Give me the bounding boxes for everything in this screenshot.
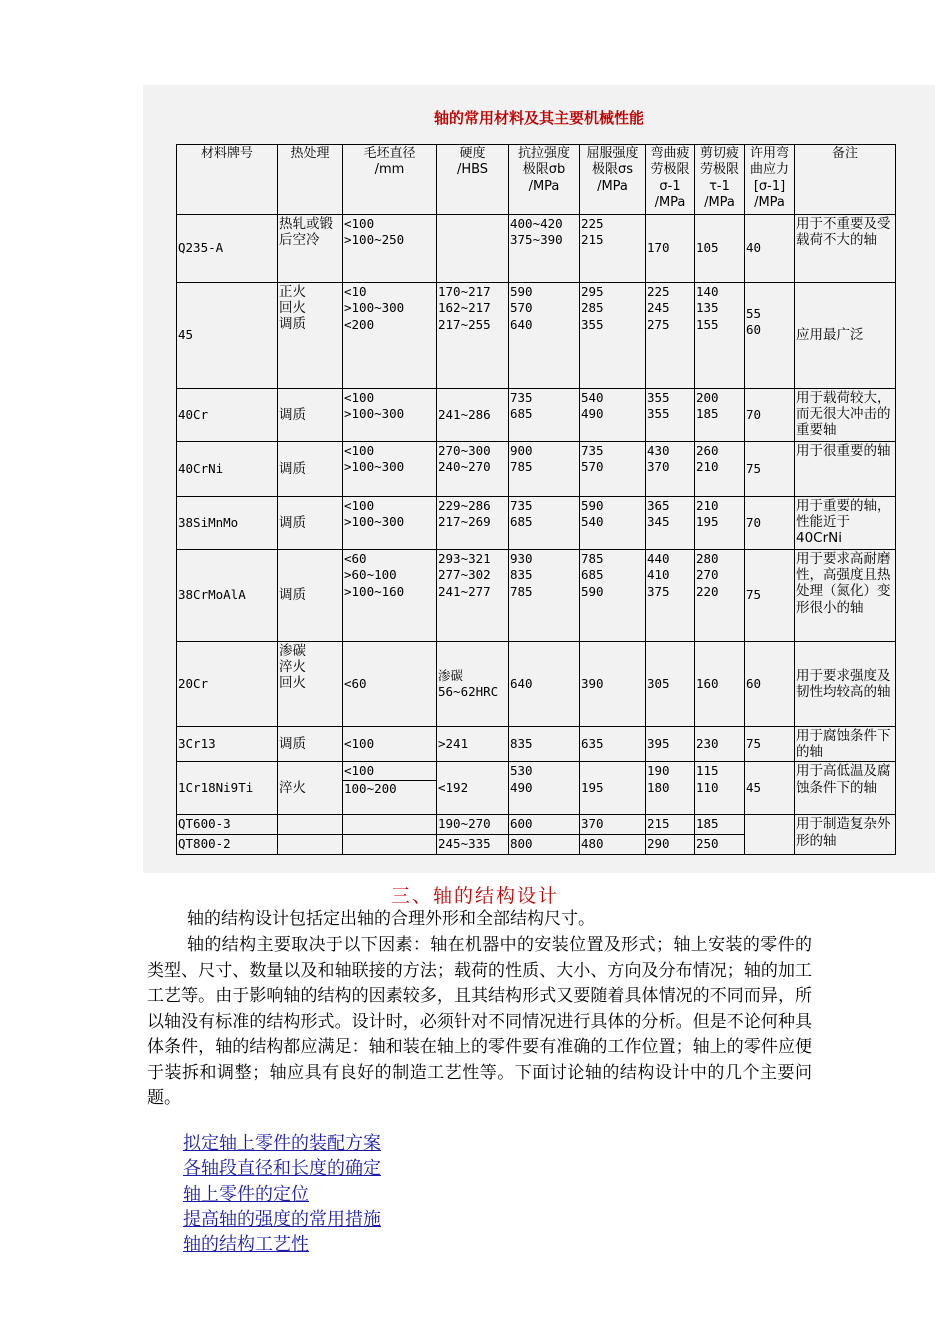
- yield-cell: 635: [580, 727, 646, 762]
- dia-cell: <60: [343, 642, 437, 727]
- material-cell: 20Cr: [177, 642, 278, 727]
- tensile-cell: 590: [510, 284, 533, 299]
- dia-cell: <200: [344, 316, 375, 332]
- heat-cell: 热轧或锻后空冷: [278, 215, 343, 283]
- bend-cell: 275: [647, 316, 670, 332]
- heat-cell: [278, 815, 343, 835]
- allow-cell: 60: [745, 642, 795, 727]
- allow-cell: 75: [745, 727, 795, 762]
- col-header: 毛坯直径 /mm: [343, 145, 437, 215]
- tensile-cell: 930: [510, 551, 533, 566]
- hard-cell: <192: [437, 762, 509, 815]
- allow-cell: 70: [745, 389, 795, 442]
- hard-cell: 240~270: [438, 459, 491, 475]
- material-cell: QT800-2: [177, 835, 278, 855]
- heat-cell: 调质: [278, 550, 343, 642]
- allow-cell: 60: [746, 322, 762, 338]
- col-header: 热处理: [278, 145, 343, 215]
- dia-cell: >60~100: [344, 567, 397, 583]
- yield-cell: 295: [581, 284, 604, 299]
- bend-cell: 410: [647, 567, 670, 583]
- col-header: 许用弯 曲应力 [σ-1] /MPa: [745, 145, 795, 215]
- shear-cell: 135: [696, 300, 719, 316]
- dia-cell: <10: [344, 284, 367, 299]
- hard-cell: 293~321: [438, 551, 491, 566]
- note-cell: 应用最广泛: [795, 283, 896, 389]
- heat-cell: [278, 835, 343, 855]
- hard-cell: 渗碳 56~62HRC: [437, 642, 509, 727]
- dia-cell: <100: [344, 443, 375, 458]
- table-row: [177, 215, 896, 283]
- shear-cell: 280: [696, 551, 719, 566]
- table-row: [177, 442, 896, 497]
- link-assembly-plan[interactable]: 拟定轴上零件的装配方案: [183, 1133, 381, 1154]
- bend-cell: 375: [647, 583, 670, 599]
- dia-cell: <100: [344, 216, 375, 231]
- intro-paragraph: 轴的结构设计包括定出轴的合理外形和全部结构尺寸。: [187, 909, 595, 929]
- bend-cell: 440: [647, 551, 670, 566]
- hard-cell: 277~302: [438, 567, 491, 583]
- tensile-cell: 685: [510, 406, 533, 422]
- yield-cell: 490: [581, 406, 604, 422]
- hard-cell: 241~277: [438, 583, 491, 599]
- hard-cell: 162~217: [438, 300, 491, 316]
- heat-cell: 回火: [279, 300, 306, 317]
- material-cell: 45: [177, 283, 278, 389]
- dia-cell: <60: [344, 551, 367, 566]
- dia-cell: [343, 835, 437, 855]
- shear-cell: 270: [696, 567, 719, 583]
- yield-cell: 225: [581, 216, 604, 231]
- shear-cell: 195: [696, 514, 719, 530]
- shear-cell: 110: [696, 779, 719, 795]
- material-cell: 38CrMoAlA: [177, 550, 278, 642]
- shear-cell: 250: [695, 835, 745, 855]
- tensile-cell: 640: [510, 316, 533, 332]
- dia-cell: <100: [344, 390, 375, 405]
- allow-cell: 40: [745, 215, 795, 283]
- dia-cell: [343, 815, 437, 835]
- hard-cell: >241: [437, 727, 509, 762]
- material-cell: Q235-A: [177, 215, 278, 283]
- col-header: 备注: [795, 145, 896, 215]
- dia-cell: <100: [344, 498, 375, 513]
- header-row: [177, 145, 896, 215]
- heat-cell: 淬火: [279, 659, 306, 676]
- yield-cell: 590: [581, 498, 604, 513]
- yield-cell: 785: [581, 551, 604, 566]
- allow-cell: 75: [745, 550, 795, 642]
- bend-cell: 245: [647, 300, 670, 316]
- link-manufacturability[interactable]: 轴的结构工艺性: [183, 1234, 309, 1256]
- shear-cell: 200: [696, 390, 719, 405]
- bend-cell: 225: [647, 284, 670, 299]
- hard-cell: 217~255: [438, 316, 491, 332]
- table-row: [177, 283, 896, 389]
- allow-cell: [745, 815, 795, 855]
- note-cell: 用于制造复杂外形的轴: [795, 815, 896, 855]
- col-header: 硬度 /HBS: [437, 145, 509, 215]
- shear-cell: 140: [696, 284, 719, 299]
- note-cell: 用于高低温及腐蚀条件下的轴: [795, 762, 896, 815]
- tensile-cell: 570: [510, 300, 533, 316]
- yield-cell: 590: [581, 583, 604, 599]
- bend-cell: 215: [646, 815, 695, 835]
- heat-cell: 调质: [278, 442, 343, 497]
- dia-cell: <100: [343, 727, 437, 762]
- tensile-cell: 490: [510, 779, 533, 795]
- tensile-cell: 735: [510, 390, 533, 405]
- yield-cell: 215: [581, 232, 604, 248]
- material-table-panel: [143, 85, 935, 873]
- col-header: 弯曲疲 劳极限 σ-1 /MPa: [646, 145, 695, 215]
- tensile-cell: 785: [510, 583, 533, 599]
- tensile-cell: 900: [510, 443, 533, 458]
- table-row: [177, 815, 896, 835]
- heat-cell: 正火: [279, 284, 306, 300]
- hard-cell: 190~270: [437, 815, 509, 835]
- topic-links: [183, 1131, 381, 1257]
- heat-cell: 调质: [279, 316, 306, 333]
- bend-cell: 190: [647, 763, 670, 779]
- shear-cell: 260: [696, 443, 719, 458]
- note-cell: 用于重要的轴，性能近于40CrNi: [795, 497, 896, 550]
- allow-cell: 75: [745, 442, 795, 497]
- yield-cell: 355: [581, 316, 604, 332]
- bend-cell: 395: [646, 727, 695, 762]
- heat-cell: 调质: [278, 727, 343, 762]
- tensile-cell: 800: [509, 835, 580, 855]
- allow-cell: 55: [746, 306, 762, 321]
- shear-cell: 210: [696, 459, 719, 475]
- link-diameter-length[interactable]: 各轴段直径和长度的确定: [183, 1158, 381, 1180]
- bend-cell: 355: [647, 390, 670, 405]
- yield-cell: 685: [581, 567, 604, 583]
- table-row: [177, 389, 896, 442]
- yield-cell: 285: [581, 300, 604, 316]
- dia-cell: >100~300: [344, 459, 405, 475]
- table-row: [177, 550, 896, 642]
- yield-cell: 735: [581, 443, 604, 458]
- yield-cell: 480: [580, 835, 646, 855]
- shear-cell: 115: [696, 763, 719, 779]
- col-header: 抗拉强度 极限σb /MPa: [509, 145, 580, 215]
- tensile-cell: 835: [510, 567, 533, 583]
- bend-cell: 305: [646, 642, 695, 727]
- material-cell: 40Cr: [177, 389, 278, 442]
- bend-cell: 365: [647, 498, 670, 513]
- note-cell: 用于腐蚀条件下的轴: [795, 727, 896, 762]
- table-title: 轴的常用材料及其主要机械性能: [433, 109, 644, 127]
- bend-cell: 170: [646, 215, 695, 283]
- bend-cell: 290: [646, 835, 695, 855]
- hard-cell: 170~217: [438, 284, 491, 299]
- heat-cell: 调质: [278, 497, 343, 550]
- shear-cell: 105: [695, 215, 745, 283]
- shear-cell: 220: [696, 583, 719, 599]
- note-cell: 用于要求强度及韧性均较高的轴: [795, 642, 896, 727]
- hard-cell: [437, 215, 509, 283]
- shear-cell: 210: [696, 498, 719, 513]
- material-cell: 38SiMnMo: [177, 497, 278, 550]
- yield-cell: 540: [581, 390, 604, 405]
- dia-cell: >100~300: [344, 514, 405, 530]
- yield-cell: 540: [581, 514, 604, 530]
- tensile-cell: 530: [510, 763, 533, 779]
- tensile-cell: 835: [509, 727, 580, 762]
- note-cell: 用于很重要的轴: [795, 442, 896, 497]
- table-row: [177, 727, 896, 762]
- bend-cell: 355: [647, 406, 670, 422]
- hard-cell: 241~286: [437, 389, 509, 442]
- hard-cell: 270~300: [438, 443, 491, 458]
- yield-cell: 195: [580, 762, 646, 815]
- yield-cell: 370: [580, 815, 646, 835]
- material-cell: 40CrNi: [177, 442, 278, 497]
- table-row: [177, 497, 896, 550]
- tensile-cell: 600: [509, 815, 580, 835]
- table-row: [177, 762, 896, 815]
- hard-cell: 229~286: [438, 498, 491, 513]
- dia-cell: >100~160: [344, 583, 405, 599]
- note-cell: 用于要求高耐磨性，高强度且热处理（氮化）变形很小的轴: [795, 550, 896, 642]
- tensile-cell: 685: [510, 514, 533, 530]
- dia-cell: >100~250: [344, 232, 405, 248]
- material-cell: 3Cr13: [177, 727, 278, 762]
- note-cell: 用于不重要及受载荷不大的轴: [795, 215, 896, 283]
- allow-cell: 70: [745, 497, 795, 550]
- heat-cell: 调质: [278, 389, 343, 442]
- col-header: 剪切疲 劳极限 τ-1 /MPa: [695, 145, 745, 215]
- bend-cell: 370: [647, 459, 670, 475]
- tensile-cell: 640: [509, 642, 580, 727]
- hard-cell: 245~335: [437, 835, 509, 855]
- tensile-cell: 375~390: [510, 232, 563, 248]
- table-row: [177, 642, 896, 727]
- dia-cell: >100~300: [344, 406, 405, 422]
- tensile-cell: 400~420: [510, 216, 563, 231]
- shear-cell: 155: [696, 316, 719, 332]
- allow-cell: 45: [745, 762, 795, 815]
- col-header: 屈服强度 极限σs /MPa: [580, 145, 646, 215]
- col-header: 材料牌号: [177, 145, 278, 215]
- material-properties-table: [176, 144, 896, 855]
- yield-cell: 390: [580, 642, 646, 727]
- shear-cell: 230: [695, 727, 745, 762]
- shear-cell: 185: [695, 815, 745, 835]
- link-part-positioning[interactable]: 轴上零件的定位: [183, 1183, 309, 1205]
- bend-cell: 430: [647, 443, 670, 458]
- tensile-cell: 735: [510, 498, 533, 513]
- heat-cell: 淬火: [278, 762, 343, 815]
- shear-cell: 185: [696, 406, 719, 422]
- shear-cell: 160: [695, 642, 745, 727]
- dia-cell: <100: [344, 763, 375, 779]
- heat-cell: 渗碳: [279, 643, 306, 659]
- heat-cell: 回火: [279, 675, 306, 692]
- yield-cell: 570: [581, 459, 604, 475]
- material-cell: QT600-3: [177, 815, 278, 835]
- note-cell: 用于载荷较大，而无很大冲击的重要轴: [795, 389, 896, 442]
- dia-cell: >100~300: [344, 300, 405, 316]
- bend-cell: 345: [647, 514, 670, 530]
- hard-cell: 217~269: [438, 514, 491, 530]
- link-strength-measures[interactable]: 提高轴的强度的常用措施: [183, 1208, 381, 1230]
- tensile-cell: 785: [510, 459, 533, 475]
- material-cell: 1Cr18Ni9Ti: [177, 762, 278, 815]
- body-paragraph: 轴的结构主要取决于以下因素：轴在机器中的安装位置及形式；轴上安装的零件的类型、尺寸、数量以及和轴联接的方法；载荷的性质、大小、方向及分布情况；轴的加工工艺等。由于影响轴的结构的因素较多，且其结构形式又要随着具体情况的不同而异，所以轴没有标准的结构形式。设计时，必须针对不同情况进行具体的分析。但是不论何种具体条件，轴的结构都应满足：轴和装在轴上的零件要有准确的工作位置；轴上的零件应便于装拆和调整；轴应具有良好的制造工艺性等。下面讨论轴的结构设计中的几个主要问题。: [147, 935, 812, 1108]
- bend-cell: 180: [647, 779, 670, 795]
- dia-cell: 100~200: [343, 780, 436, 797]
- section-title: 三、轴的结构设计: [390, 885, 559, 907]
